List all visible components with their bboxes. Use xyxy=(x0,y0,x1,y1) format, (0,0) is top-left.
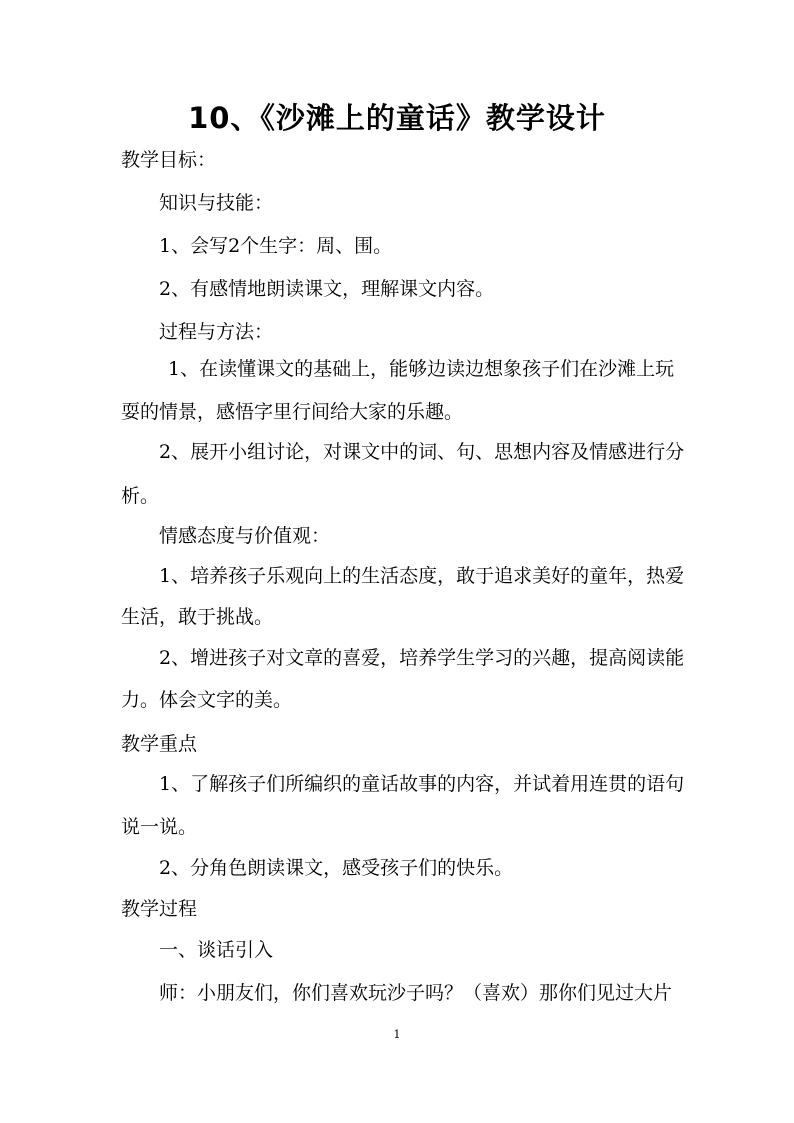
paragraph-line: 1、会写2个生字：周、围。 xyxy=(159,235,393,257)
paragraph-line: 说一说。 xyxy=(121,816,198,838)
paragraph-line: 析。 xyxy=(121,485,160,507)
paragraph-line: 生活，敢于挑战。 xyxy=(121,606,274,628)
document-title: 10、《沙滩上的童话》教学设计 xyxy=(188,101,606,135)
paragraph-line: 力。体会文字的美。 xyxy=(121,689,293,711)
subheading-introduction: 一、谈话引入 xyxy=(159,939,274,961)
heading-teaching-focus: 教学重点 xyxy=(121,733,198,755)
paragraph-line: 师：小朋友们，你们喜欢玩沙子吗？（喜欢）那你们见过大片 xyxy=(159,982,673,1004)
paragraph-line: 2、有感情地朗读课文，理解课文内容。 xyxy=(159,278,495,300)
subheading-knowledge-skills: 知识与技能： xyxy=(159,192,274,214)
paragraph-line: 1、在读懂课文的基础上，能够边读边想象孩子们在沙滩上玩 xyxy=(168,358,675,380)
paragraph-line: 1、了解孩子们所编织的童话故事的内容，并试着用连贯的语句 xyxy=(159,773,685,795)
subheading-process-methods: 过程与方法： xyxy=(159,321,274,343)
paragraph-line: 2、分角色朗读课文，感受孩子们的快乐。 xyxy=(159,857,514,879)
heading-teaching-goals: 教学目标： xyxy=(121,149,217,171)
page-number: 1 xyxy=(393,1028,401,1041)
paragraph-line: 2、增进孩子对文章的喜爱，培养学生学习的兴趣，提高阅读能 xyxy=(159,647,685,669)
subheading-attitudes-values: 情感态度与价值观： xyxy=(159,525,331,547)
heading-teaching-process: 教学过程 xyxy=(121,898,198,920)
paragraph-line: 耍的情景，感悟字里行间给大家的乐趣。 xyxy=(121,401,464,423)
paragraph-line: 2、展开小组讨论，对课文中的词、句、思想内容及情感进行分 xyxy=(159,441,685,463)
paragraph-line: 1、培养孩子乐观向上的生活态度，敢于追求美好的童年，热爱 xyxy=(159,565,685,587)
